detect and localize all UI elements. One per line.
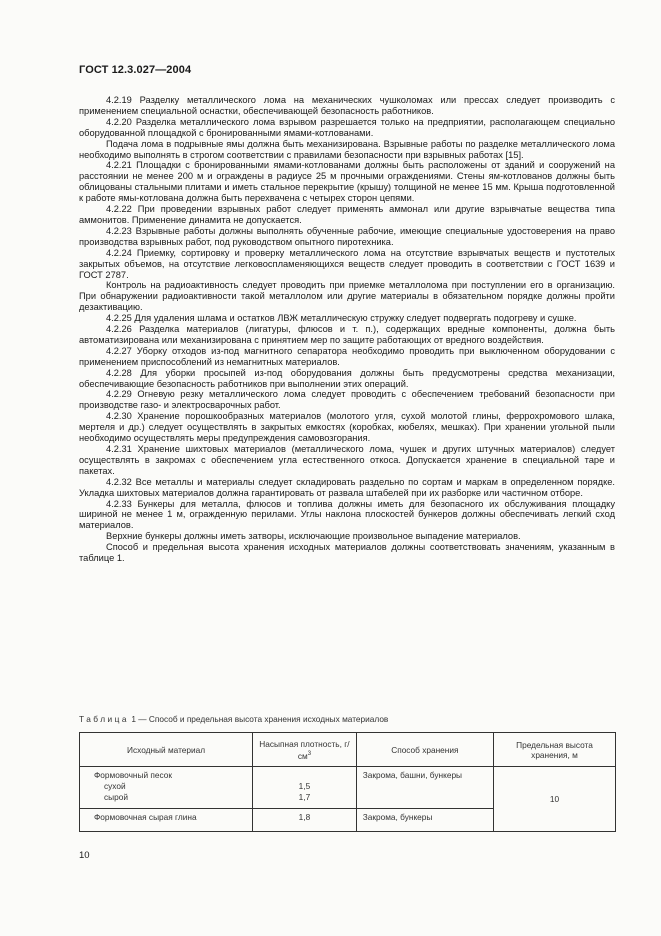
document-header: ГОСТ 12.3.027—2004 xyxy=(79,64,192,76)
header-density-text: Насыпная плотность, г/см xyxy=(259,738,350,761)
paragraph: 4.2.31 Хранение шихтовых материалов (металлического лома, чушек и других штучных материалов) следует осуществлять в закромах с обеспечением угла естественного откоса. Допускается хранение в специальной таре и пакетах. xyxy=(79,444,615,476)
density-wet: 1,7 xyxy=(298,792,311,802)
paragraph: 4.2.22 При проведении взрывных работ следует применять аммонал или другие взрывчатые вещества типа аммонитов. Применение динамита не допускается. xyxy=(79,204,615,225)
table-caption xyxy=(79,714,619,724)
table-caption-text: 1 — Способ и предельная высота хранения исходных материалов xyxy=(131,714,389,724)
paragraph: 4.2.23 Взрывные работы должны выполнять обученные рабочие, имеющие специальные удостоверения на право производства взрывных работ, под руководством опытного пиротехника. xyxy=(79,225,615,247)
paragraph: 4.2.33 Бункеры для металла, флюсов и топлива должны иметь для безопасного их обслуживания площадку шириной не менее 1 м, огражденную перилами. Углы наклона плоскостей бункеров должны обеспечивать легкий сход материалов. xyxy=(79,498,615,531)
paragraph: Способ и предельная высота хранения исходных материалов должны соответствовать значениям, указанным в таблице 1. xyxy=(79,542,615,564)
paragraph: 4.2.28 Для уборки просыпей из-под оборудования должны быть предусмотрены средства механизации, обеспечивающие безопасность работников при выполнении этих операций. xyxy=(79,367,615,389)
paragraph: 4.2.29 Огневую резку металлического лома следует проводить с обеспечением требований безопасности при производстве газо- и электросварочных работ. xyxy=(79,389,615,411)
cell-material xyxy=(80,767,253,809)
paragraph: 4.2.25 Для удаления шлама и остатков ЛВЖ металлическую стружку следует подвергать подогреву и сушке. xyxy=(106,313,577,324)
paragraph: 4.2.19 Разделку металлического лома на механических чушколомах или прессах следует производить с применением специальной оснастки, обеспечивающей безопасность работников. xyxy=(79,95,615,116)
cell-material: Формовочная сырая глина xyxy=(80,809,253,832)
cell-height: 10 xyxy=(493,767,615,832)
page-number: 10 xyxy=(79,850,90,861)
header-method: Способ хранения xyxy=(356,733,493,767)
paragraph: 4.2.21 Площадки с бронированными ямами-котлованами должны быть расположены от зданий и сооружений на расстоянии не менее 200 м и ограждены в радиусе 25 м прочными ограждениями. Стены ям-котлованов должны быть облицованы стальными плитами и иметь стальное перекрытие (крышу) толщиной не менее 15 мм. Крыша подготовленной к работе ямы-котлована должна быть перехвачена с четырех сторон цепями. xyxy=(79,160,615,204)
material-name: Формовочный песок xyxy=(94,770,173,780)
cell-method: Закрома, башни, бункеры xyxy=(356,767,493,809)
density-dry: 1,5 xyxy=(298,781,311,791)
paragraph: 4.2.26 Разделка материалов (лигатуры, флюсов и т. п.), содержащих вредные компоненты, должна быть автоматизирована или механизирована с принятием мер по защите работающих от вредного воздействия. xyxy=(79,324,615,345)
header-height: Предельная высота хранения, м xyxy=(493,733,615,767)
cell-method: Закрома, бункеры xyxy=(356,809,493,832)
paragraph: 4.2.27 Уборку отходов из-под магнитного сепаратора необходимо проводить при выключенном оборудовании с применением приспособлений из немагнитных материалов. xyxy=(79,345,615,367)
paragraph: Верхние бункеры должны иметь затворы, исключающие произвольное выпадение материалов. xyxy=(106,531,521,542)
storage-table xyxy=(79,732,616,832)
material-sub-dry: сухой xyxy=(104,781,126,791)
paragraph: 4.2.30 Хранение порошкообразных материалов (молотого угля, сухой молотой глины, феррохромового шлака, мертеля и др.) следует осуществлять в закрытых емкостях (коробках, кюбелях, мешках). При хранении угольной пыли необходимо осуществлять меры предупреждения самовозгорания. xyxy=(79,411,615,444)
paragraph: 4.2.32 Все металлы и материалы следует складировать раздельно по сортам и маркам в определенном порядке. Укладка шихтовых материалов должна гарантировать от развала штабелей при их разборке или частичном отборе. xyxy=(79,476,615,498)
paragraph: 4.2.20 Разделка металлического лома взрывом разрешается только на предприятии, располагающем специально оборудованной площадкой с бронированными ямами-котлованами. xyxy=(79,116,615,138)
table-caption-word: Таблица xyxy=(79,714,130,724)
table-header-row xyxy=(80,733,616,767)
material-sub-wet: сырой xyxy=(104,792,128,802)
cell-density: 1,8 xyxy=(253,809,357,832)
paragraph: Контроль на радиоактивность следует проводить при приемке металлолома при поступлении его в организацию. При обнаружении радиоактивности такой металлолом или другие материалы в обязательном порядке должны пройти дезактивацию. xyxy=(79,280,615,313)
paragraph: 4.2.24 Приемку, сортировку и проверку металлического лома на отсутствие взрывчатых веществ и пустотелых закрытых объемов, на отсутствие легковоспламеняющихся веществ следует проводить в соответствии с ГОСТ 1639 и ГОСТ 2787. xyxy=(79,247,615,280)
table-row xyxy=(80,767,616,809)
cell-density xyxy=(253,767,357,809)
header-density xyxy=(253,733,357,767)
header-material: Исходный материал xyxy=(80,733,253,767)
paragraph: Подача лома в подрывные ямы должна быть механизирована. Взрывные работы по разделке металлического лома необходимо выполнять в строгом соответствии с правилами безопасности при взрывных работах [15]. xyxy=(79,138,615,160)
body-text xyxy=(79,95,615,564)
header-density-sup: 3 xyxy=(307,750,312,757)
